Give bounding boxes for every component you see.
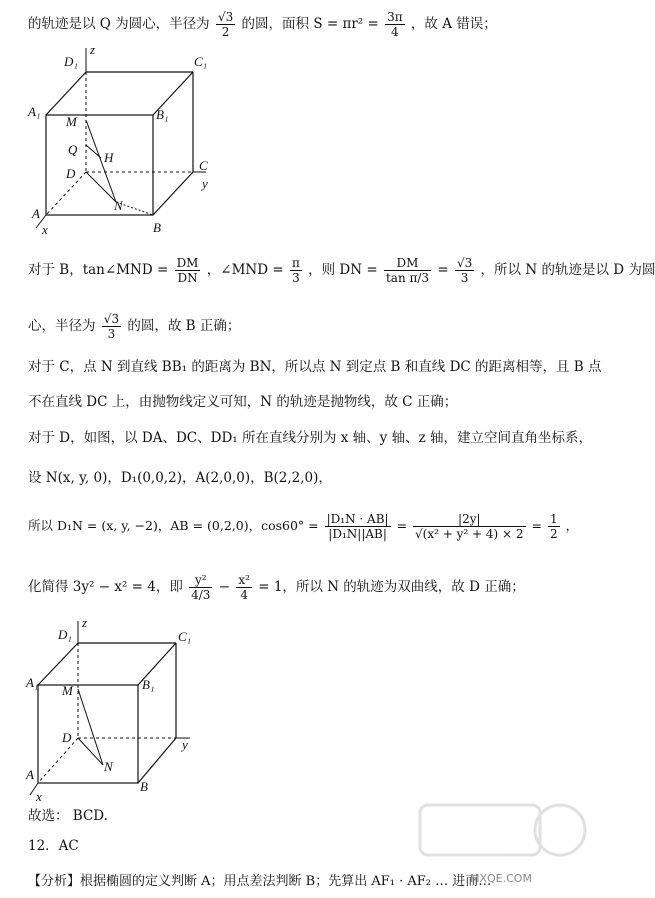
fig1-label-N: N <box>114 198 123 213</box>
watermark-text: MXQE.COM <box>470 872 532 885</box>
question-12-heading: 12．AC <box>28 838 79 854</box>
fig2-label-z: z <box>82 615 88 630</box>
line9-frac-1: $\frac{\text{y²}}{4/3}$ <box>191 573 211 602</box>
line2-text-d: = <box>437 262 449 278</box>
fig2-label-y: y <box>182 737 188 752</box>
text-line-1 <box>28 10 497 39</box>
line9-text-b: − <box>218 579 231 595</box>
fig2-label-C1: C₁ <box>178 629 192 644</box>
line2-text-e: ，所以 N 的轨迹是以 D 为圆 <box>480 262 655 278</box>
text-line-2 <box>28 256 655 285</box>
line2-frac-3: $\frac{DM}{\text{tan π/3}}$ <box>385 256 430 285</box>
line9-frac-2: $\frac{\text{x²}}{4}$ <box>238 573 250 602</box>
fig2-label-A: A <box>26 767 34 782</box>
line8-frac-3: $\frac{1}{2}$ <box>549 512 558 541</box>
line8-text-c: = <box>531 518 542 533</box>
line8-frac-1: $\frac{\text{|D₁N · AB|}}{\text{|D₁N||AB|}}$ <box>326 512 389 541</box>
area-fraction: $\frac{3\pi}{4}$ <box>387 10 403 39</box>
analysis-line: 【分析】根据椭圆的定义判断 A；用点差法判断 B；先算出 AF₁ · AF₂ … 进而… <box>28 874 492 889</box>
line3-text-b: 的圆，故 B 正确； <box>127 318 241 334</box>
line1-text-c: ，故 A 错误； <box>410 16 497 32</box>
line2-frac-1: $\frac{DM}{DN}$ <box>176 256 199 285</box>
fig1-label-C: C <box>199 158 208 173</box>
fig2-label-B1: B₁ <box>142 677 155 692</box>
line2-text-b: ，∠MND = <box>206 262 284 278</box>
fig2-label-A1: A₁ <box>26 675 39 690</box>
fig1-label-z: z <box>90 42 96 57</box>
line8-text-a: 所以 D₁N = (x, y, −2)，AB = (0,2,0)，cos60° = <box>28 518 319 533</box>
cube-figure-2 <box>28 615 228 805</box>
fig2-label-x: x <box>36 789 42 804</box>
fig2-label-M: M <box>62 683 73 698</box>
fig1-label-y: y <box>202 176 208 191</box>
radius-fraction: $\frac{√3}{2}$ <box>217 10 234 39</box>
fig2-label-D: D <box>62 730 72 745</box>
text-line-4: 对于 C，点 N 到直线 BB₁ 的距离为 BN，所以点 N 到定点 B 和直线 DC 的距离相等，且 B 点 <box>28 359 602 375</box>
text-line-6: 对于 D，如图，以 DA、DC、DD₁ 所在直线分别为 x 轴、y 轴、z 轴，建立空间直角坐标系， <box>28 430 592 446</box>
line8-text-d: ， <box>565 518 579 533</box>
line9-text-a: 化简得 3y² − x² = 4，即 <box>28 579 183 595</box>
line3-text-a: 心，半径为 <box>28 318 96 334</box>
text-line-5: 不在直线 DC 上，由抛物线定义可知，N 的轨迹是抛物线，故 C 正确； <box>28 394 458 410</box>
fig1-label-A1: A₁ <box>28 104 41 119</box>
text-line-3 <box>28 312 240 341</box>
fig1-label-D1: D₁ <box>64 54 78 69</box>
fig1-label-H: H <box>104 150 114 165</box>
fig2-label-B: B <box>140 779 148 794</box>
fig1-label-M: M <box>66 114 77 129</box>
answer-line: 故选： BCD. <box>28 808 108 824</box>
line8-text-b: = <box>396 518 408 533</box>
line2-text-c: ，则 DN = <box>308 262 378 278</box>
fig1-label-D: D <box>66 166 76 181</box>
line3-frac: $\frac{√3}{3}$ <box>103 312 120 341</box>
fig1-label-C1: C₁ <box>194 54 208 69</box>
text-line-8 <box>28 512 578 541</box>
line9-text-c: = 1，所以 N 的轨迹为双曲线，故 D 正确； <box>258 579 525 595</box>
cube-figure-1 <box>28 40 228 240</box>
line2-text-a: 对于 B，tan∠MND = <box>28 262 169 278</box>
fig1-label-B: B <box>153 220 161 235</box>
line1-text-a: 的轨迹是以 Q 为圆心，半径为 <box>28 16 210 32</box>
fig1-label-Q: Q <box>68 142 78 157</box>
fig2-label-N: N <box>104 759 113 774</box>
fig1-label-A: A <box>32 206 40 221</box>
text-line-7: 设 N(x, y, 0)，D₁(0,0,2)，A(2,0,0)，B(2,2,0)， <box>28 470 332 486</box>
fig2-label-D1: D₁ <box>58 627 72 642</box>
line2-frac-2: $\frac{\pi}{3}$ <box>291 256 300 285</box>
line2-frac-4: $\frac{√3}{3}$ <box>456 256 473 285</box>
line1-text-b: 的圆，面积 S = πr² = <box>241 16 379 32</box>
fig1-label-x: x <box>42 222 48 237</box>
fig1-label-B1: B₁ <box>156 107 169 122</box>
text-line-9 <box>28 573 525 602</box>
line8-frac-2: $\frac{|2y|}{\text{√(x² + y² + 4) × 2}}$ <box>415 512 524 541</box>
